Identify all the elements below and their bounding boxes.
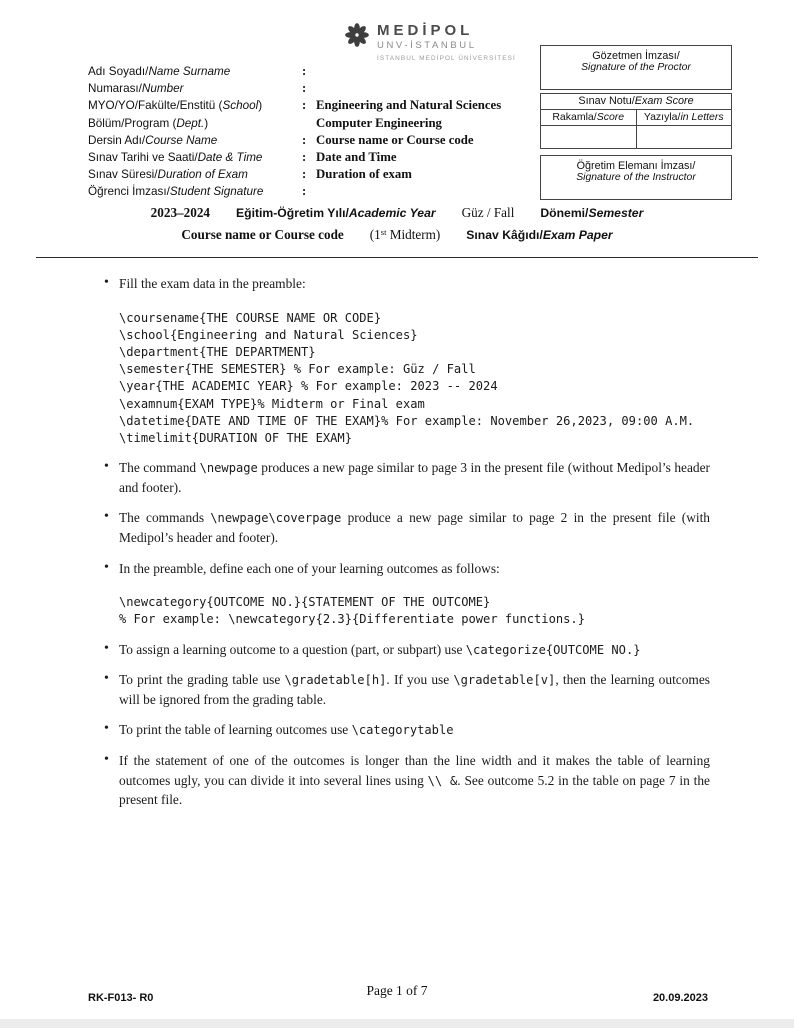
exam-score-box: [540, 93, 732, 149]
text-segment: In the preamble, define each one of your learning outcomes as follows:: [119, 560, 500, 576]
form-field-label: [88, 168, 302, 181]
proctor-label-en: Signature of the Proctor: [581, 62, 691, 73]
form-colon: :: [302, 64, 307, 78]
text-segment: To assign a learning outcome to a question (part, or subpart) use: [119, 641, 466, 657]
text-segment: ): [204, 116, 209, 130]
code-line: \newcategory{OUTCOME NO.}{STATEMENT OF THE OUTCOME}: [119, 595, 491, 610]
code-line: \examnum{EXAM TYPE}% Midterm or Final exam: [119, 396, 425, 411]
form-field-value: Computer Engineering: [316, 115, 442, 130]
title-group: [151, 205, 210, 221]
instructor-signature-box: [540, 155, 732, 200]
text-segment: Eğitim-Öğretim Yılı/: [236, 206, 349, 220]
latex-code-block: [119, 594, 710, 628]
text-segment: Yazıyla/: [643, 111, 681, 123]
form-row: [88, 64, 501, 81]
text-segment: Student Signature: [169, 185, 264, 199]
latex-command: \categorytable: [351, 723, 454, 738]
code-line: \semester{THE SEMESTER} % For example: Güz / Fall: [119, 362, 476, 377]
text-segment: Sınav Tarihi ve Saati/: [88, 150, 198, 164]
header-boxes: [540, 45, 732, 200]
text-segment: MYO/YO/Fakülte/Enstitü (: [88, 99, 223, 113]
text-segment: Score: [596, 111, 625, 123]
text-segment: st: [380, 227, 387, 237]
footer-date: 20.09.2023: [652, 992, 708, 1004]
text-segment: To print the table of learning outcomes use: [119, 722, 352, 738]
logo-caption: İSTANBUL MEDİPOL ÜNİVERSİTESİ: [377, 55, 516, 62]
title-group: [540, 205, 643, 221]
text-segment: Name Surname: [148, 65, 231, 78]
text-segment: Numarası/: [88, 82, 142, 96]
text-segment: To print the grading table use: [119, 672, 285, 688]
text-segment: Duration of Exam: [157, 168, 248, 182]
score-numeric-cell: [541, 126, 637, 148]
instructor-label-en: Signature of the Instructor: [576, 172, 696, 183]
title-group: [370, 227, 441, 243]
bullet-item: [104, 670, 710, 709]
bullet-item: [104, 720, 710, 740]
proctor-label-tr: Gözetmen İmzası/: [592, 50, 680, 62]
form-colon: :: [302, 98, 307, 113]
latex-command: \gradetable[h]: [284, 673, 387, 688]
exam-title-line: [0, 227, 794, 243]
text-segment: The commands: [119, 510, 211, 526]
form-field-value: Duration of exam: [316, 167, 412, 182]
form-row: [88, 150, 501, 167]
score-letters-cell: [637, 126, 732, 148]
text-segment: Rakamla/: [552, 111, 597, 123]
text-segment: Dersin Adı/: [88, 133, 146, 147]
form-row: [88, 167, 501, 184]
title-group: [466, 227, 612, 243]
text-segment: Exam Paper: [542, 228, 613, 242]
instructor-label-tr: Öğretim Elemanı İmzası/: [576, 160, 696, 172]
code-line: \school{Engineering and Natural Sciences}: [119, 327, 418, 342]
text-segment: Sınav Kâğıdı/: [466, 228, 543, 242]
form-row: [88, 184, 501, 201]
medipol-logo-icon: [344, 22, 370, 48]
code-line: \datetime{DATE AND TIME OF THE EXAM}% For example: November 26,2023, 09:00 A.M.: [119, 413, 695, 428]
form-row: [88, 81, 501, 98]
text-segment: Semester: [588, 206, 644, 220]
text-segment: 2023–2024: [150, 205, 210, 220]
text-segment: . If you use: [386, 672, 454, 688]
text-segment: in Letters: [680, 111, 724, 123]
code-line: \coursename{THE COURSE NAME OR CODE}: [119, 310, 382, 325]
latex-command: \newpage\coverpage: [210, 511, 342, 526]
proctor-signature-box: [540, 45, 732, 90]
bullet-item: [104, 559, 710, 629]
text-segment: Sınav Süresi/: [88, 168, 158, 182]
form-field-label: [88, 82, 302, 95]
text-segment: , then the learning outcomes will be ignored from the grading table.: [119, 672, 711, 707]
latex-command: \\ &: [427, 773, 458, 788]
form-colon: :: [302, 167, 307, 182]
text-segment: Number: [141, 82, 184, 96]
form-row: [88, 133, 501, 150]
text-segment: Course name or Course code: [181, 227, 344, 242]
page-bottom-edge: [0, 1019, 794, 1028]
score-numeric-header: [541, 110, 637, 125]
medipol-logo: [344, 22, 516, 62]
text-segment: (1: [369, 227, 381, 242]
form-code: RK-F013- R0: [88, 992, 154, 1004]
code-line: \department{THE DEPARTMENT}: [119, 344, 316, 359]
form-row: [88, 98, 501, 115]
academic-year-line: [0, 205, 794, 221]
exam-score-columns: [541, 110, 731, 126]
text-segment: Course Name: [145, 133, 218, 147]
form-field-value: Date and Time: [316, 149, 397, 164]
bullet-item: [104, 640, 710, 660]
text-segment: Midterm): [386, 227, 441, 242]
text-segment: The command: [119, 460, 200, 476]
bullet-item: [104, 458, 710, 497]
text-segment: Öğrenci İmzası/: [88, 185, 170, 199]
score-letters-header: [637, 110, 732, 125]
form-colon: :: [302, 184, 307, 199]
exam-info-form: [88, 64, 501, 202]
title-group: [236, 205, 436, 221]
text-segment: School: [222, 99, 259, 113]
text-segment: Bölüm/Program (: [88, 116, 177, 130]
form-field-label: [88, 65, 302, 78]
form-colon: :: [302, 132, 307, 147]
logo-brand: MEDİPOL: [377, 22, 474, 39]
text-segment: Dönemi/: [540, 206, 589, 220]
text-segment: Fill the exam data in the preamble:: [119, 276, 306, 291]
header-rule: [36, 257, 758, 258]
text-segment: Sınav Notu/: [578, 95, 635, 107]
form-field-label: [88, 134, 302, 147]
latex-code-block: [119, 310, 710, 448]
text-segment: Adı Soyadı/: [88, 65, 149, 78]
form-row: [88, 116, 501, 133]
form-field-label: [88, 99, 302, 112]
bullet-item: [104, 508, 710, 547]
text-segment: Güz / Fall: [461, 205, 515, 220]
logo-text: [377, 22, 516, 62]
text-segment: Date & Time: [197, 150, 263, 164]
latex-command: \gradetable[v]: [453, 673, 556, 688]
text-segment: Dept.: [176, 116, 205, 130]
latex-command: \newpage: [199, 461, 258, 476]
form-field-label: [88, 151, 302, 164]
bullet-item: [104, 751, 710, 810]
page-number: Page 1 of 7: [366, 983, 428, 998]
code-line: % For example: \newcategory{2.3}{Differentiate power functions.}: [119, 612, 585, 627]
form-field-value: Course name or Course code: [316, 132, 474, 147]
logo-subtitle: UNV-İSTANBUL: [377, 40, 477, 51]
form-colon: :: [302, 81, 307, 96]
bullet-item: [104, 274, 710, 447]
text-segment: produce a new page similar to page 2 in the present file (with Medipol’s header and footer).: [119, 510, 710, 546]
text-segment: Exam Score: [634, 95, 694, 107]
form-colon: :: [302, 149, 307, 164]
score-entry-row: [541, 126, 731, 148]
text-segment: ): [258, 99, 263, 113]
instructions-list: [104, 274, 710, 821]
text-segment: Academic Year: [348, 206, 436, 220]
form-field-label: [88, 185, 302, 198]
exam-score-title: [541, 94, 731, 110]
code-line: \timelimit{DURATION OF THE EXAM}: [119, 430, 352, 445]
text-segment: . See outcome 5.2 in the table on page 7 in the present file.: [119, 772, 710, 808]
text-segment: produces a new page similar to page 3 in the present file (without Medipol’s header and footer).: [119, 460, 711, 495]
form-field-value: Engineering and Natural Sciences: [316, 98, 502, 113]
code-line: \year{THE ACADEMIC YEAR} % For example: 2023 -- 2024: [119, 379, 498, 394]
title-group: [181, 227, 343, 243]
form-field-label: [88, 117, 302, 130]
latex-command: \categorize{OUTCOME NO.}: [465, 642, 641, 657]
title-group: [462, 205, 515, 221]
text-segment: If the statement of one of the outcomes is longer than the line width and it makes the table of learning outcomes ugly, you can divide it into several lines using: [119, 753, 710, 788]
